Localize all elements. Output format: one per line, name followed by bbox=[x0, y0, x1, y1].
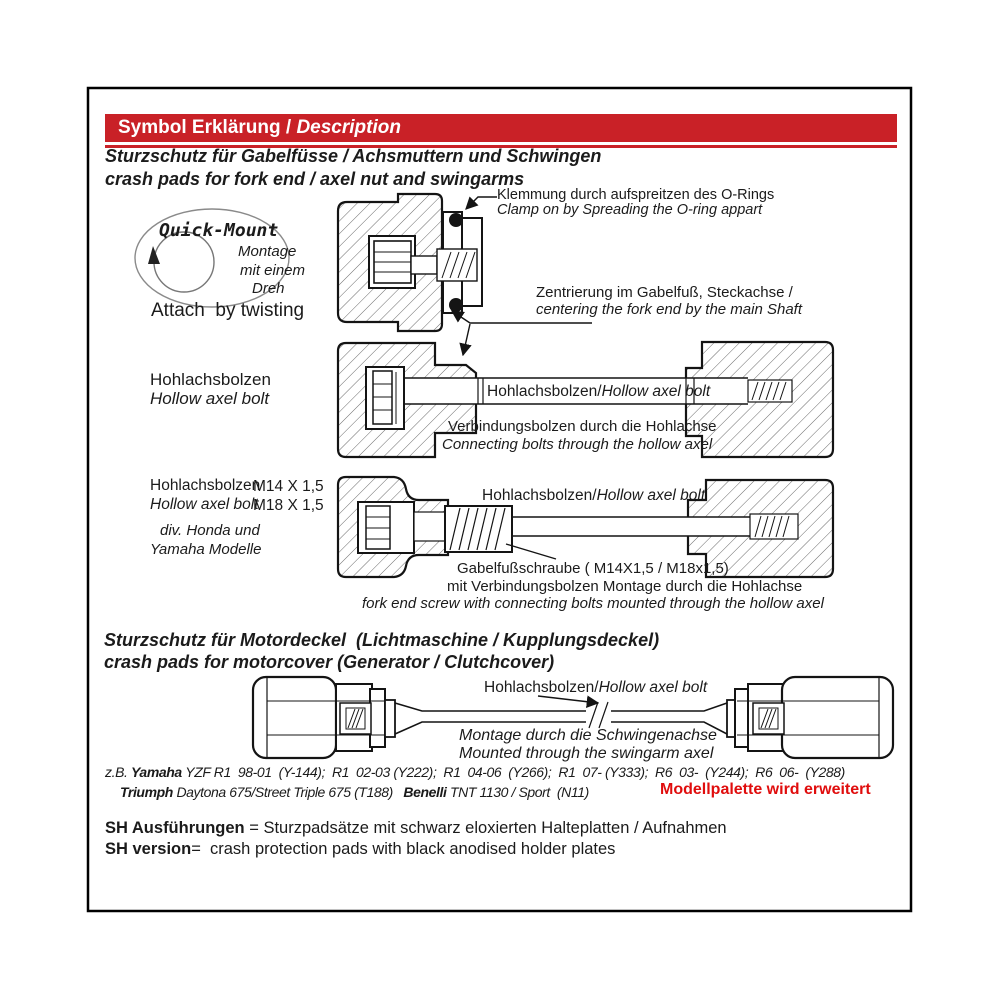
twist-arrowhead-icon bbox=[148, 246, 160, 264]
quick-mount-caption: Attach by twisting bbox=[151, 300, 305, 321]
centering-note-de: Zentrierung im Gabelfuß, Steckachse / bbox=[536, 284, 793, 301]
sh-version-de: SH Ausführungen = Sturzpadsätze mit schwarz eloxierten Halteplatten / Aufnahmen bbox=[105, 819, 727, 837]
fork-screw-note-en: fork end screw with connecting bolts mounted through the hollow axel bbox=[362, 595, 824, 612]
header-title-de: Symbol Erklärung / bbox=[118, 117, 297, 138]
quick-mount-note-line3: Dreh bbox=[252, 280, 285, 297]
brand-yamaha: Yamaha bbox=[131, 764, 186, 780]
honda-note-line1: div. Honda und bbox=[160, 522, 260, 539]
page-title-en: crash pads for fork end / axel nut and swingarms bbox=[105, 169, 525, 189]
centering-down-arrow bbox=[463, 324, 470, 355]
axle-label-leader-arrow bbox=[538, 696, 598, 703]
mount-note-en: Mounted through the swingarm axel bbox=[459, 745, 714, 762]
axle-inline-label-middle: Hohlachsbolzen/Hollow axel bolt bbox=[487, 383, 711, 400]
spec-m14: M14 X 1,5 bbox=[253, 478, 324, 495]
model-expansion-note: Modellpalette wird erweitert bbox=[660, 781, 871, 798]
axle-break-symbol bbox=[589, 702, 608, 728]
page-title-de: Sturzschutz für Gabelfüsse / Achsmuttern und Schwingen bbox=[105, 146, 602, 166]
axle-inline-label-third: Hohlachsbolzen/Hollow axel bolt bbox=[482, 487, 706, 504]
clamp-note-en: Clamp on by Spreading the O-ring appart bbox=[497, 202, 763, 218]
centering-note-en: centering the fork end by the main Shaft bbox=[536, 301, 802, 318]
sh-version-en: SH version= crash protection pads with black anodised holder plates bbox=[105, 840, 616, 858]
model-list-line1: z.B. Yamaha YZF R1 98-01 (Y-144); R1 02-03 (Y222); R1 04-06 (Y266); R1 07- (Y333); R6 03- (Y244); R6 06- (Y288) bbox=[105, 764, 845, 780]
o-ring-top bbox=[449, 213, 463, 227]
honda-note-line2: Yamaha Modelle bbox=[150, 541, 262, 558]
screw-leader-line bbox=[506, 544, 556, 559]
connecting-note-de: Verbindungsbolzen durch die Hohlachse bbox=[448, 418, 717, 435]
axle-label-bottom: Hohlachsbolzen/Hollow axel bolt bbox=[484, 679, 708, 696]
fork-screw-note-de2: mit Verbindungsbolzen Montage durch die Hohlachse bbox=[447, 578, 803, 595]
header-title-en: Description bbox=[296, 117, 401, 138]
hollow-bolt-label-de: Hohlachsbolzen bbox=[150, 370, 271, 389]
hollow-bolt2-label-de: Hohlachsbolzen bbox=[150, 477, 261, 494]
spec-m18: M18 X 1,5 bbox=[253, 497, 324, 514]
connecting-note-en: Connecting bolts through the hollow axel bbox=[442, 436, 713, 453]
quick-mount-note-line2: mit einem bbox=[240, 262, 306, 279]
hollow-bolt-label-en: Hollow axel bolt bbox=[150, 389, 270, 408]
brand-triumph: Triumph bbox=[120, 784, 177, 800]
clamp-note-de: Klemmung durch aufspreitzen des O-Rings bbox=[497, 187, 775, 203]
clamp-leader-arrow bbox=[466, 197, 497, 209]
brand-benelli: Benelli bbox=[403, 784, 450, 800]
motor-title-en: crash pads for motorcover (Generator / Clutchcover) bbox=[104, 652, 555, 672]
quick-mount-note-line1: Montage bbox=[238, 243, 297, 260]
o-ring-bottom bbox=[449, 298, 463, 312]
quick-mount-label: Quick-Mount bbox=[159, 220, 279, 241]
hollow-bolt2-label-en: Hollow axel bolt bbox=[150, 496, 259, 513]
fork-screw-note-de1: Gabelfußschraube ( M14X1,5 / M18x1,5) bbox=[457, 560, 729, 577]
motor-title-de: Sturzschutz für Motordeckel (Lichtmaschine / Kupplungsdeckel) bbox=[104, 630, 660, 650]
header-bar bbox=[105, 114, 897, 142]
model-list-line2: Triumph Daytona 675/Street Triple 675 (T188) Benelli TNT 1130 / Sport (N11) bbox=[120, 784, 589, 800]
mount-note-de: Montage durch die Schwingenachse bbox=[459, 727, 717, 744]
